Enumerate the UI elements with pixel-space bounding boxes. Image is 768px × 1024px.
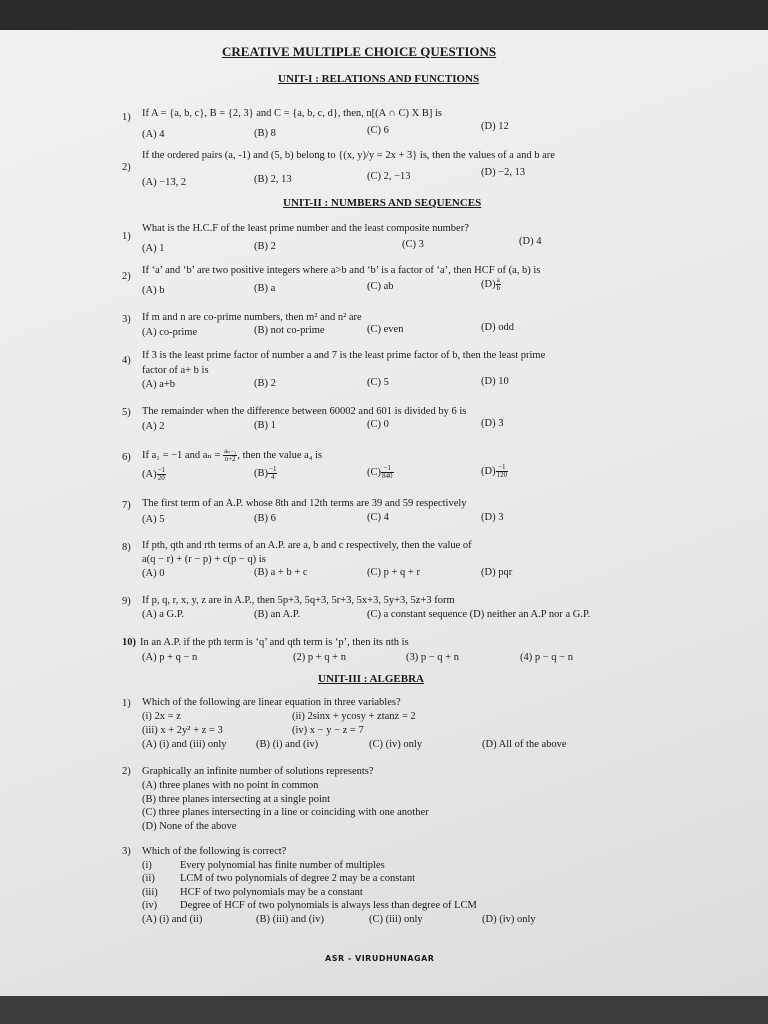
question-number: 5) — [122, 407, 131, 418]
question-text: Which of the following is correct? — [142, 846, 287, 857]
option-a: (A) p + q − n — [142, 652, 198, 663]
statement-text: LCM of two polynomials of degree 2 may be a constant — [180, 873, 416, 884]
option-b: (2) p + q + n — [293, 652, 346, 663]
option-d: (D) 3 — [481, 418, 504, 429]
question-number: 7) — [122, 500, 131, 511]
roman-numeral: (ii) — [142, 873, 155, 884]
option-b: (B) (i) and (iv) — [256, 739, 319, 750]
option-c: (C) $\frac{-1}{840}$ — [367, 464, 393, 480]
question-text: If A = {a, b, c}, B = {2, 3} and C = {a, b, c, d}, then, n[(A ∩ C) X B] is — [142, 108, 442, 119]
option-b: (B) 8 — [254, 128, 276, 139]
question-number: 2) — [122, 162, 131, 173]
option-b: (B) three planes intersecting at a single point — [142, 794, 331, 805]
option-c: (3) p − q + n — [406, 652, 459, 663]
question-text-cont: a(q − r) + (r − p) + c(p − q) is — [142, 554, 266, 565]
option-a: (A) 1 — [142, 243, 165, 254]
option-d: (4) p − q − n — [520, 652, 573, 663]
unit-heading-2: UNIT-II : NUMBERS AND SEQUENCES — [283, 197, 482, 209]
question-number: 3) — [122, 314, 131, 325]
option-c: (C) (iii) only — [369, 914, 423, 925]
question-number: 3) — [122, 846, 131, 857]
dark-background-top — [0, 0, 768, 30]
option-a: (A) three planes with no point in common — [142, 780, 319, 791]
question-number: 6) — [122, 452, 131, 463]
statement-text: Every polynomial has finite number of multiples — [180, 860, 385, 871]
option-b: (B) a — [254, 283, 276, 294]
option-b: (B) 2 — [254, 241, 276, 252]
option-b: (B) (iii) and (iv) — [256, 914, 324, 925]
question-number: 1) — [122, 698, 131, 709]
option-d: (D) odd — [481, 322, 514, 333]
question-text: Which of the following are linear equation in three variables? — [142, 697, 401, 708]
question-text: The first term of an A.P. whose 8th and 12th terms are 39 and 59 respectively — [142, 498, 467, 509]
question-text-cont: factor of a+ b is — [142, 365, 209, 376]
roman-numeral: (i) — [142, 860, 152, 871]
question-number: 1) — [122, 231, 131, 242]
option-a: (A) co-prime — [142, 327, 198, 338]
option-d: (D) 10 — [481, 376, 509, 387]
sub-item-ii: (ii) 2sinx + ycosy + ztanz = 2 — [292, 711, 416, 722]
page-footer: ASR - VIRUDHUNAGAR — [325, 954, 435, 963]
question-text: If ‘a’ and ‘b’ are two positive integers where a>b and ‘b’ is a factor of ‘a’, then HCF of (a, b) is — [142, 265, 541, 276]
option-b: (B) an A.P. — [254, 609, 301, 620]
option-d: (D) None of the above — [142, 821, 237, 832]
question-text: If the ordered pairs (a, -1) and (5, b) belong to {(x, y)/y = 2x + 3} is, then the values of a and b are — [142, 150, 555, 161]
question-text: The remainder when the difference between 60002 and 601 is divided by 6 is — [142, 406, 467, 417]
question-number: 2) — [122, 766, 131, 777]
option-c: (C) ab — [367, 281, 394, 292]
question-number: 1) — [122, 112, 131, 123]
option-a: (A) 0 — [142, 568, 165, 579]
option-d: (D) All of the above — [482, 739, 567, 750]
question-text: If 3 is the least prime factor of number a and 7 is the least prime factor of b, then the least prime — [142, 350, 546, 361]
option-c: (C) 0 — [367, 419, 389, 430]
option-c: (C) 2, −13 — [367, 171, 411, 182]
question-text: If pth, qth and rth terms of an A.P. are a, b and c respectively, then the value of — [142, 540, 472, 551]
option-c: (C) 6 — [367, 125, 389, 136]
option-a: (A) 2 — [142, 421, 165, 432]
sub-item-iii: (iii) x + 2y² + z = 3 — [142, 725, 223, 736]
option-b: (B) a + b + c — [254, 567, 308, 578]
option-b: (B) 6 — [254, 513, 276, 524]
option-d: (D) 3 — [481, 512, 504, 523]
option-d: (D) pqr — [481, 567, 513, 578]
option-a: (A) (i) and (iii) only — [142, 739, 227, 750]
option-a: (A) a+b — [142, 379, 176, 390]
option-b: (B) not co-prime — [254, 325, 325, 336]
option-b: (B) $\frac{-1}{4}$ — [254, 465, 277, 481]
question-number: 2) — [122, 271, 131, 282]
question-number: 8) — [122, 542, 131, 553]
option-a: (A) −13, 2 — [142, 177, 187, 188]
option-c: (C) 3 — [402, 239, 424, 250]
option-c: (C) a constant sequence (D) neither an A.P nor a G.P. — [367, 609, 591, 620]
option-c: (C) three planes intersecting in a line or coinciding with one another — [142, 807, 429, 818]
question-text: What is the H.C.F of the least prime number and the least composite number? — [142, 223, 469, 234]
question-text: In an A.P. if the pth term is ‘q’ and qth term is ‘p’, then its nth is — [140, 637, 409, 648]
roman-numeral: (iii) — [142, 887, 158, 898]
option-a: (A) (i) and (ii) — [142, 914, 203, 925]
option-d: (D) (iv) only — [482, 914, 536, 925]
option-a: (A) b — [142, 285, 165, 296]
option-b: (B) 2, 13 — [254, 174, 292, 185]
question-number: 4) — [122, 355, 131, 366]
question-number: 9) — [122, 596, 131, 607]
option-a: (A) $\frac{-1}{20}$ — [142, 466, 166, 482]
option-a: (A) a G.P. — [142, 609, 184, 620]
option-a: (A) 5 — [142, 514, 165, 525]
unit-heading-1: UNIT-I : RELATIONS AND FUNCTIONS — [278, 73, 480, 85]
option-c: (C) 4 — [367, 512, 389, 523]
sub-item-iv: (iv) x − y − z = 7 — [292, 725, 364, 736]
option-d: (D) −2, 13 — [481, 167, 526, 178]
question-text: Graphically an infinite number of solutions represents? — [142, 766, 374, 777]
sub-item-i: (i) 2x = z — [142, 711, 181, 722]
option-d: (D) $\frac{-1}{120}$ — [481, 463, 508, 479]
option-d: (D) 4 — [519, 236, 542, 247]
option-b: (B) 2 — [254, 378, 276, 389]
statement-text: Degree of HCF of two polynomials is always less than degree of LCM — [180, 900, 477, 911]
statement-text: HCF of two polynomials may be a constant — [180, 887, 363, 898]
question-text: If m and n are co-prime numbers, then m² and n² are — [142, 312, 362, 323]
option-c: (C) even — [367, 324, 404, 335]
question-number: 10) — [122, 637, 136, 648]
dark-background-bottom — [0, 996, 768, 1024]
option-c: (C) (iv) only — [369, 739, 423, 750]
unit-heading-3: UNIT-III : ALGEBRA — [318, 673, 424, 685]
question-text: If a₁ = −1 and aₙ = $\frac{\text{aₙ₋₁}}{n+2}$ , then the value a₄ is — [142, 447, 323, 463]
option-c: (C) 5 — [367, 377, 389, 388]
option-a: (A) 4 — [142, 129, 165, 140]
roman-numeral: (iv) — [142, 900, 158, 911]
option-d: (D) $\frac{a}{b}$ — [481, 276, 501, 292]
option-b: (B) 1 — [254, 420, 276, 431]
page-title: CREATIVE MULTIPLE CHOICE QUESTIONS — [222, 44, 497, 59]
option-c: (C) p + q + r — [367, 567, 420, 578]
option-d: (D) 12 — [481, 121, 509, 132]
question-text: If p, q, r, x, y, z are in A.P., then 5p+3, 5q+3, 5r+3, 5x+3, 5y+3, 5z+3 form — [142, 595, 455, 606]
